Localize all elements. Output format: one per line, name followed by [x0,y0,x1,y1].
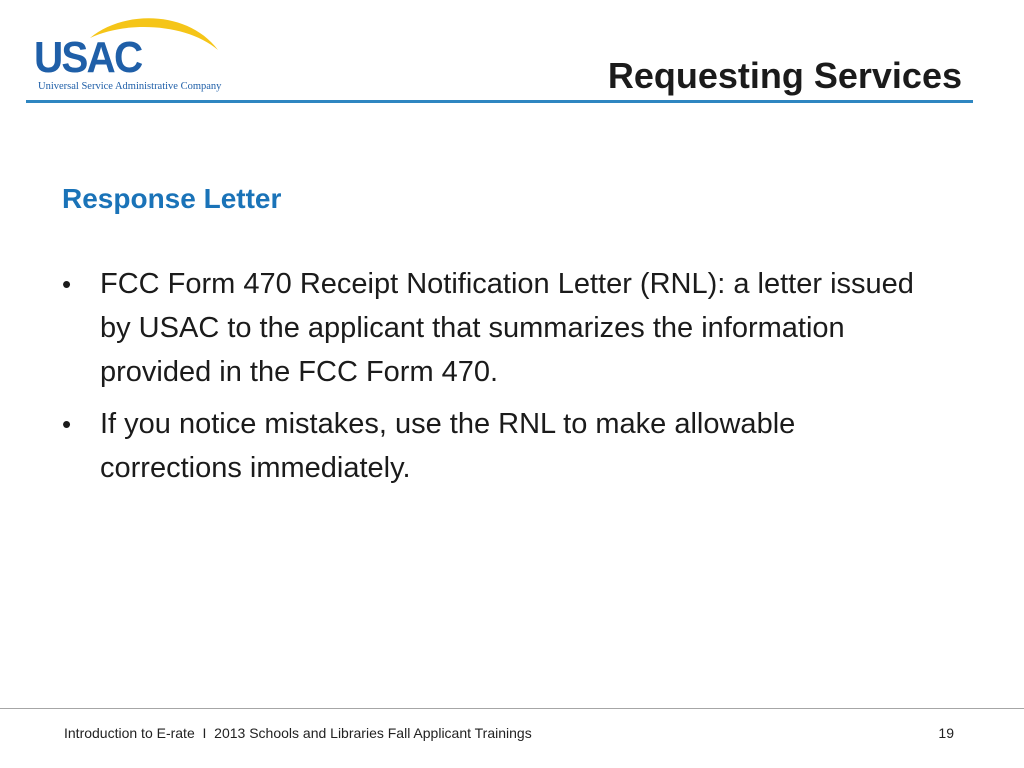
bullet-item [62,402,942,490]
bullet-list [62,262,942,498]
bullet-text: FCC Form 470 Receipt Notification Letter (RNL): a letter issued by USAC to the applicant that summarizes the information provided in the FCC Form 470. [100,268,914,388]
bullet-icon: • [62,409,72,439]
logo-tagline: Universal Service Administrative Company [38,81,222,92]
slide-title: Requesting Services [607,55,962,96]
usac-logo [28,12,228,92]
section-heading: Response Letter [62,183,282,214]
logo-wordmark: USAC [34,33,142,82]
bullet-text: If you notice mistakes, use the RNL to make allowable corrections immediately. [100,408,796,484]
bullet-icon: • [62,269,72,299]
bullet-item [62,262,942,394]
header-divider [26,100,973,103]
page-number: 19 [938,725,954,741]
footer-text: Introduction to E-rate I 2013 Schools and Libraries Fall Applicant Trainings [64,725,532,741]
footer-divider [0,708,1024,709]
